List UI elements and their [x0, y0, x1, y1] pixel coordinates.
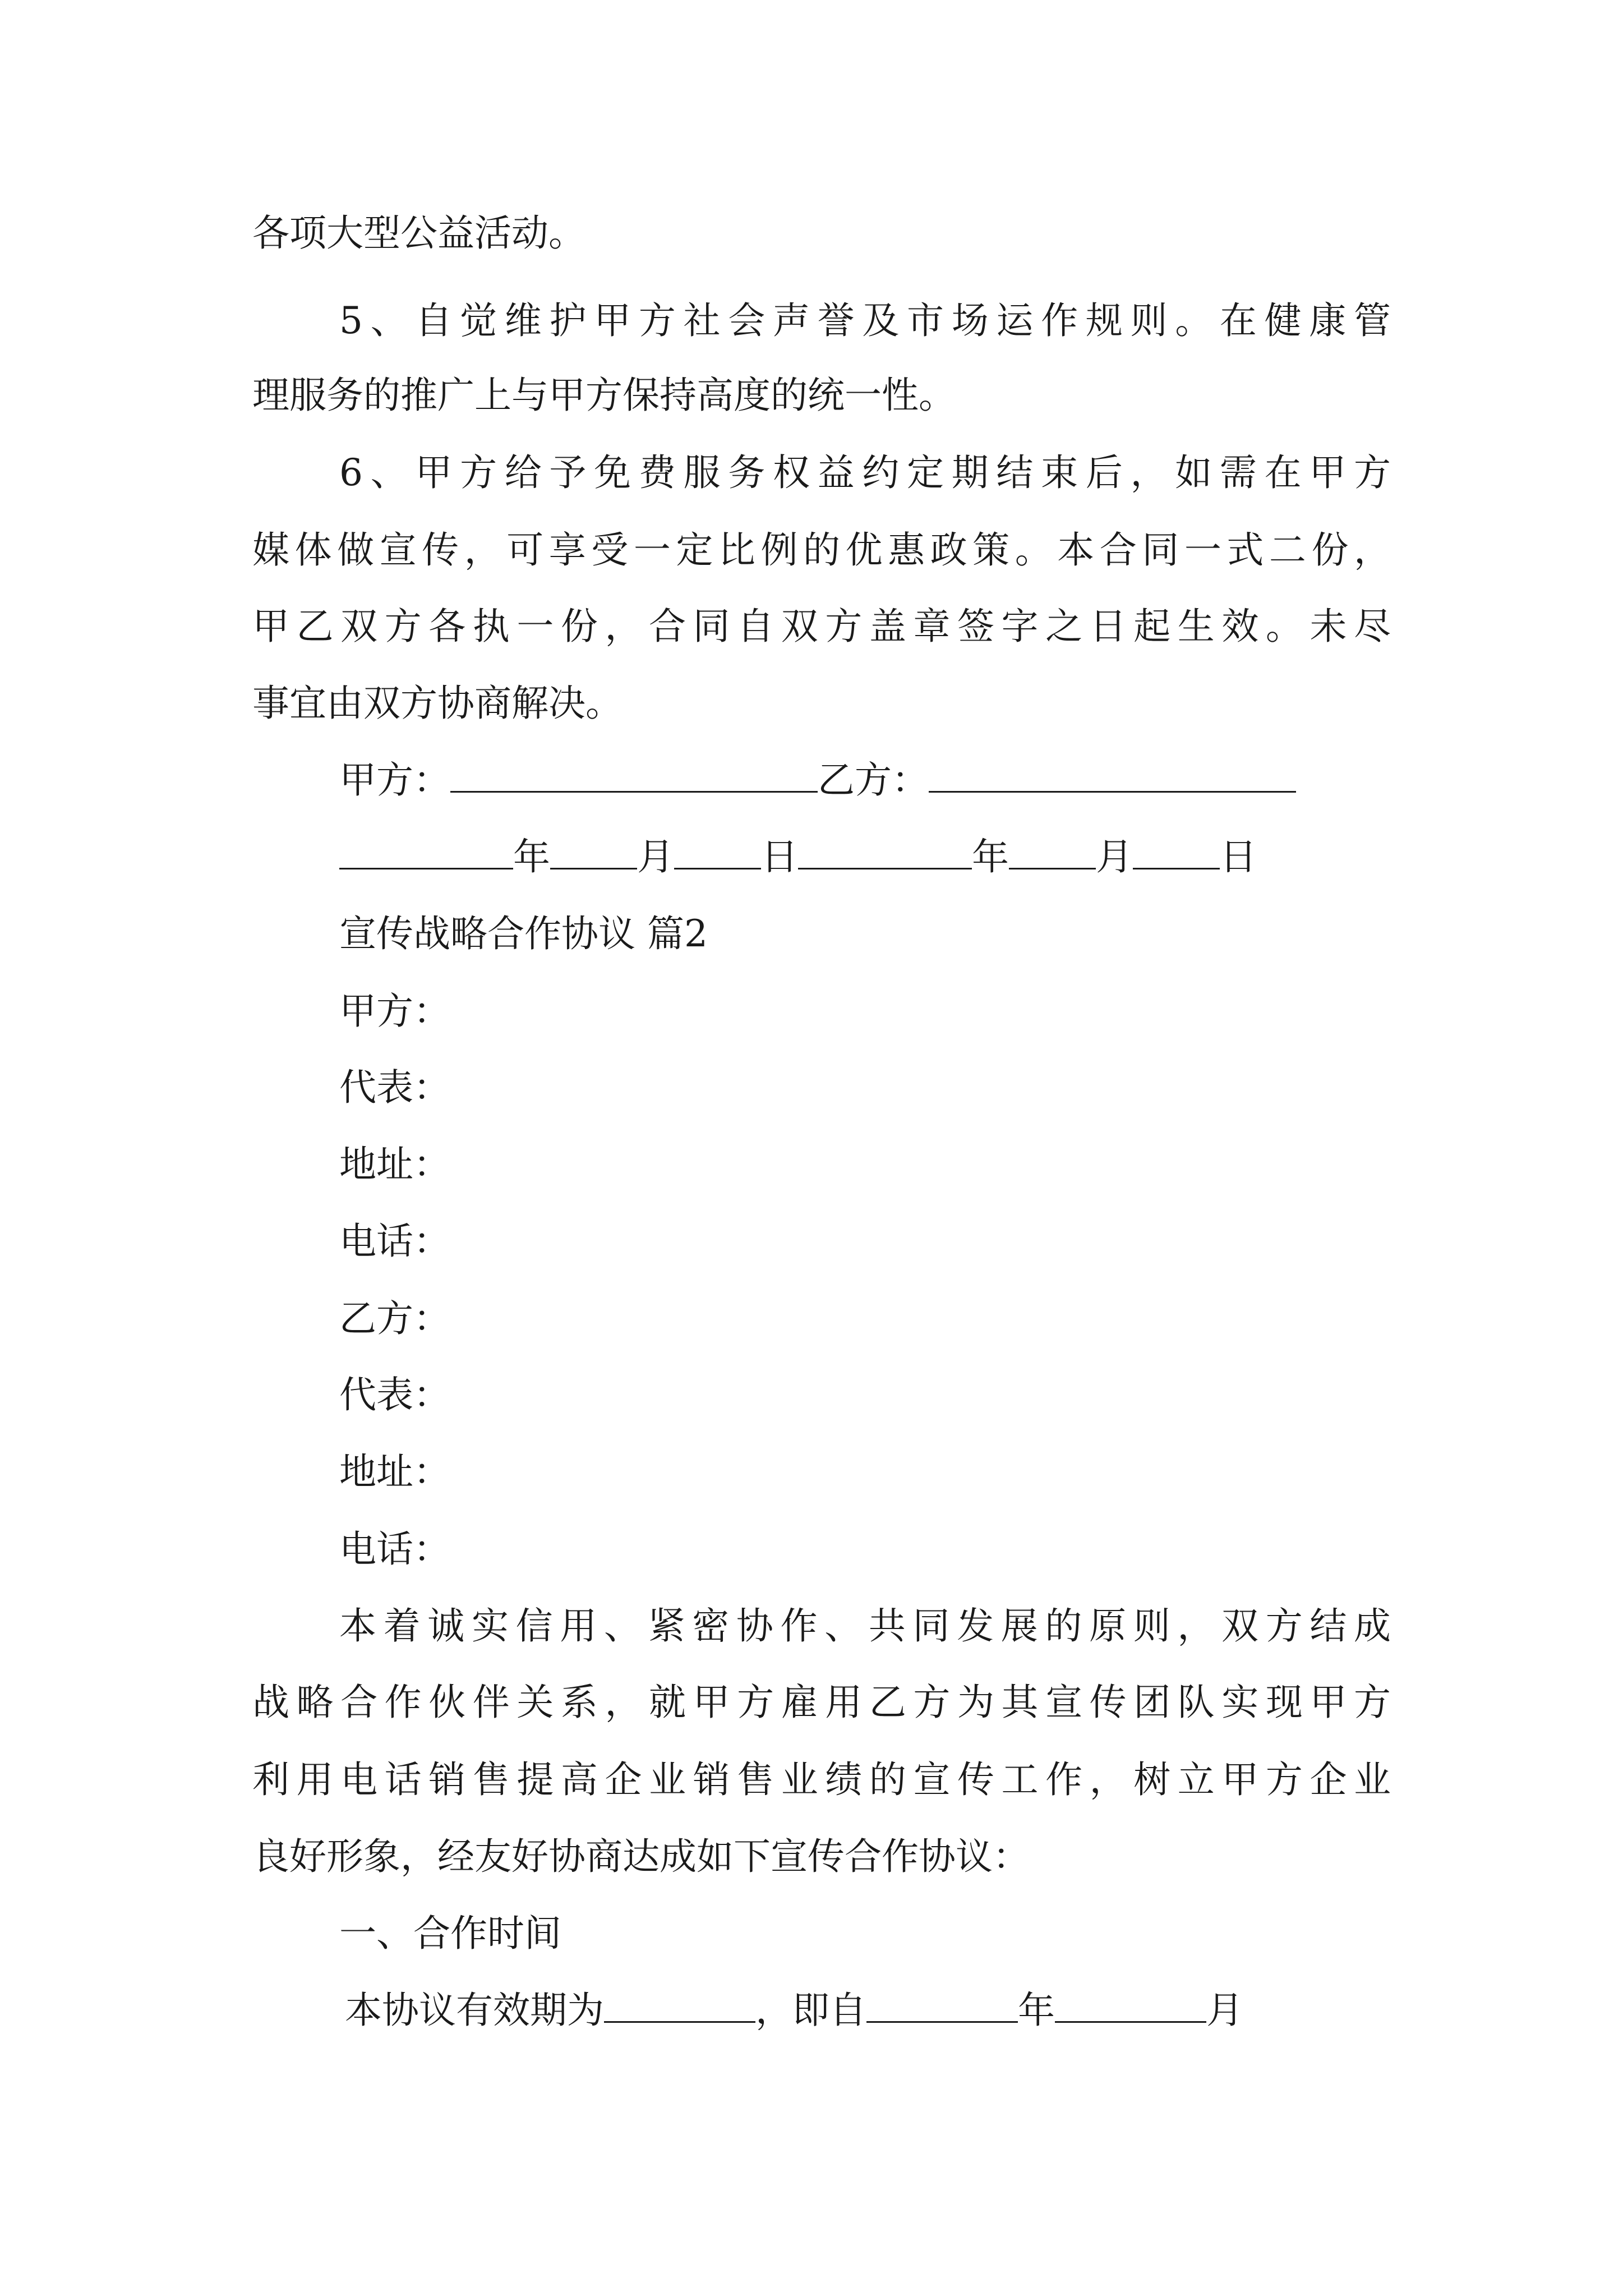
party-b-month-blank[interactable]	[1009, 841, 1096, 869]
clause-1-heading: 一、合作时间	[339, 1912, 561, 1955]
party-a-month-blank[interactable]	[550, 841, 637, 869]
intro-line-3: 利用电话销售提高企业销售业绩的宣传工作，树立甲方企业	[252, 1758, 1391, 1801]
intro-line-4: 良好形象，经友好协商达成如下宣传合作协议：	[252, 1835, 1030, 1878]
party-a-signature-label: 甲方：	[339, 758, 450, 802]
party-b-signature-blank[interactable]	[929, 764, 1296, 793]
party-b-signature-label: 乙方：	[818, 758, 929, 802]
signature-party-line	[339, 758, 1478, 802]
party-a-signature-blank[interactable]	[450, 764, 818, 793]
signature-date-line	[339, 835, 1478, 878]
clause-1-year-label: 年	[1018, 1989, 1055, 2032]
party-b-year-label: 年	[972, 835, 1009, 878]
party-a-year-blank[interactable]	[339, 841, 513, 869]
paragraph-6-line-3: 甲乙双方各执一份，合同自双方盖章签字之日起生效。未尽	[252, 605, 1391, 648]
party-b-representative-field: 代表：	[339, 1373, 450, 1416]
paragraph-6-line-2: 媒体做宣传，可享受一定比例的优惠政策。本合同一式二份，	[252, 528, 1391, 572]
paragraph-6-line-1: 6、甲方给予免费服务权益约定期结束后，如需在甲方	[339, 451, 1391, 494]
party-a-year-label: 年	[513, 835, 550, 878]
party-b-field: 乙方：	[339, 1297, 450, 1340]
party-b-day-blank[interactable]	[1133, 841, 1220, 869]
party-a-day-label: 日	[761, 835, 798, 878]
party-a-address-field: 地址：	[339, 1143, 450, 1186]
paragraph-5-line-1: 5、自觉维护甲方社会声誉及市场运作规则。在健康管	[339, 299, 1391, 342]
intro-line-1: 本着诚实信用、紧密协作、共同发展的原则，双方结成	[339, 1604, 1391, 1648]
validity-period-blank[interactable]	[604, 1994, 755, 2023]
clause-1-prefix: 本协议有效期为	[345, 1989, 604, 2032]
party-b-phone-field: 电话：	[339, 1527, 450, 1571]
clause-1-text	[345, 1989, 1391, 2032]
party-a-phone-field: 电话：	[339, 1220, 450, 1263]
start-month-blank[interactable]	[1055, 1994, 1206, 2023]
clause-1-separator: ，即自	[755, 1989, 866, 2032]
clause-1-month-label: 月	[1206, 1989, 1243, 2032]
paragraph-6-line-4: 事宜由双方协商解决。	[252, 682, 623, 725]
intro-line-2: 战略合作伙伴关系，就甲方雇用乙方为其宣传团队实现甲方	[252, 1681, 1391, 1724]
party-b-address-field: 地址：	[339, 1450, 450, 1493]
paragraph-5-line-2: 理服务的推广上与甲方保持高度的统一性。	[252, 374, 956, 417]
party-a-month-label: 月	[637, 835, 674, 878]
start-year-blank[interactable]	[866, 1994, 1018, 2023]
party-b-month-label: 月	[1096, 835, 1133, 878]
party-a-representative-field: 代表：	[339, 1066, 450, 1109]
party-b-day-label: 日	[1220, 835, 1257, 878]
paragraph-4-tail: 各项大型公益活动。	[252, 211, 585, 255]
party-a-day-blank[interactable]	[674, 841, 761, 869]
party-a-field: 甲方：	[339, 990, 450, 1033]
section-title: 宣传战略合作协议 篇2	[339, 912, 708, 955]
party-b-year-blank[interactable]	[798, 841, 972, 869]
